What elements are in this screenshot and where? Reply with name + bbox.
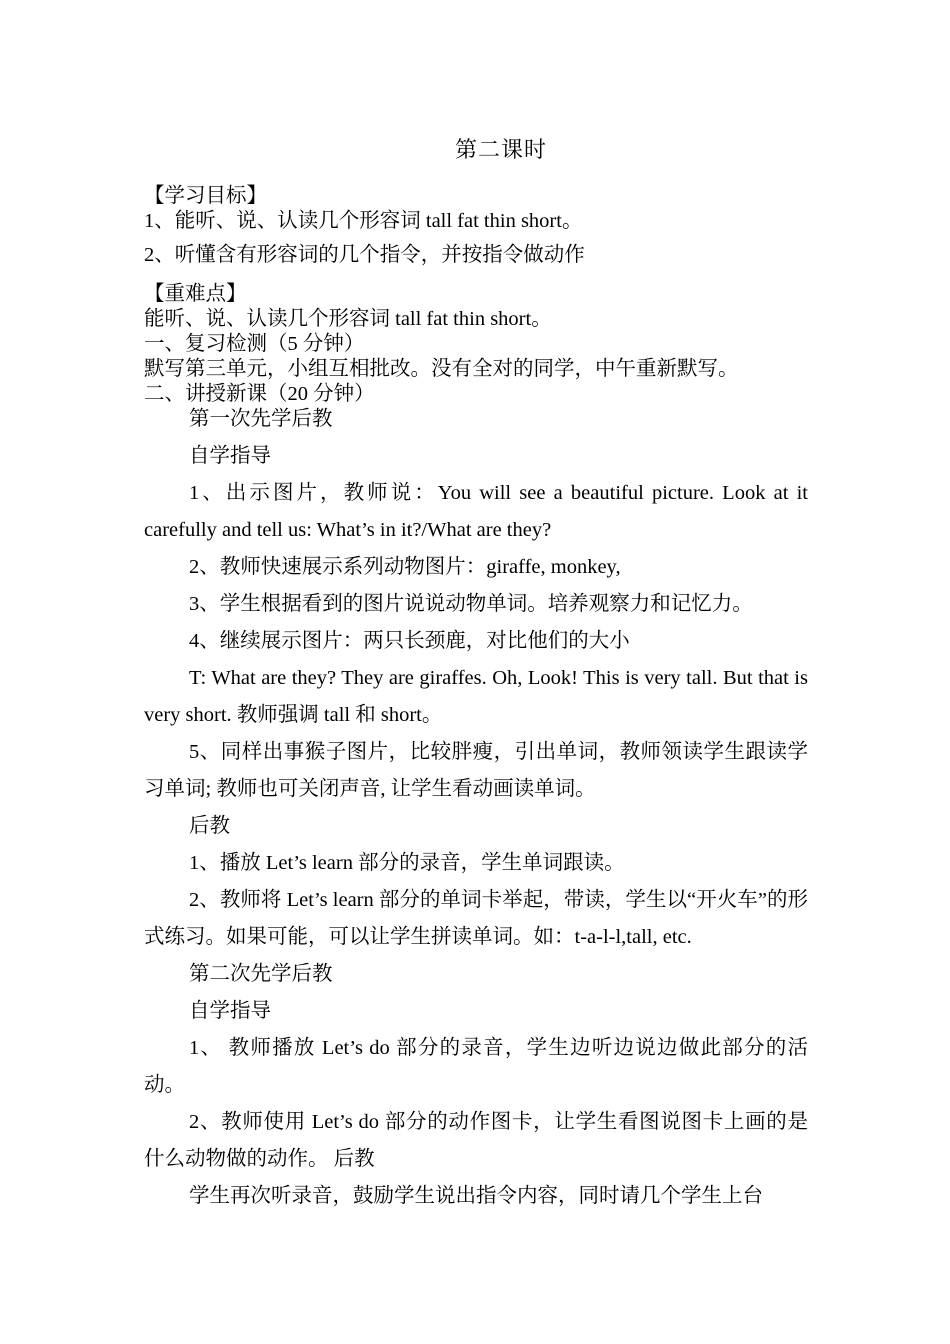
newlesson-heading: 二、讲授新课（20 分钟）: [144, 383, 375, 405]
page-title: 第二课时: [454, 137, 547, 162]
keypoints-heading: 【重难点】: [144, 283, 247, 305]
round1-teach-2: 2、教师将 Let’s learn 部分的单词卡举起，带读，学生以“开火车”的形式练习。如果可能，可以让学生拼读单词。如：t-a-l-l,tall, etc.: [144, 889, 808, 948]
round1-teach-heading: 后教: [189, 815, 230, 837]
round2-step-2: 2、教师使用 Let’s do 部分的动作图卡，让学生看图说图卡上画的是什么动物做的动作。 后教: [144, 1111, 808, 1170]
objective-2: 2、听懂含有形容词的几个指令，并按指令做动作: [144, 244, 585, 266]
round1-step-2: 2、教师快速展示系列动物图片：giraffe, monkey,: [189, 556, 621, 578]
objective-1: 1、能听、说、认读几个形容词 tall fat thin short。: [144, 210, 583, 232]
round2-step-1: 1、 教师播放 Let’s do 部分的录音，学生边听边说边做此部分的活动。: [144, 1037, 808, 1096]
round1-step-5: 5、同样出事猴子图片，比较胖瘦，引出单词，教师领读学生跟读学习单词; 教师也可关闭声音, 让学生看动画读单词。: [144, 741, 808, 800]
round1-step-4: 4、继续展示图片：两只长颈鹿，对比他们的大小: [189, 630, 630, 652]
round1-self-study: 自学指导: [189, 445, 271, 467]
round1-heading: 第一次先学后教: [189, 408, 333, 430]
keypoints-text: 能听、说、认读几个形容词 tall fat thin short。: [144, 308, 552, 330]
round1-step-3: 3、学生根据看到的图片说说动物单词。培养观察力和记忆力。: [189, 593, 753, 615]
round1-dialog: T: What are they? They are giraffes. Oh, Look! This is very tall. But that is very short. 教师强调 tall 和 short。: [144, 667, 808, 726]
document-body: [144, 184, 808, 1215]
round2-self-study: 自学指导: [189, 1000, 271, 1022]
review-text: 默写第三单元，小组互相批改。没有全对的同学，中午重新默写。: [144, 358, 739, 380]
round1-step-1: 1、出示图片，教师说：You will see a beautiful picture. Look at it carefully and tell us: What’s in it?/What are they?: [144, 482, 808, 541]
round1-teach-1: 1、播放 Let’s learn 部分的录音，学生单词跟读。: [189, 852, 625, 874]
round2-heading: 第二次先学后教: [189, 963, 333, 985]
objectives-heading: 【学习目标】: [144, 185, 267, 207]
round2-last: 学生再次听录音，鼓励学生说出指令内容，同时请几个学生上台: [189, 1185, 763, 1207]
review-heading: 一、复习检测（5 分钟）: [144, 333, 365, 355]
